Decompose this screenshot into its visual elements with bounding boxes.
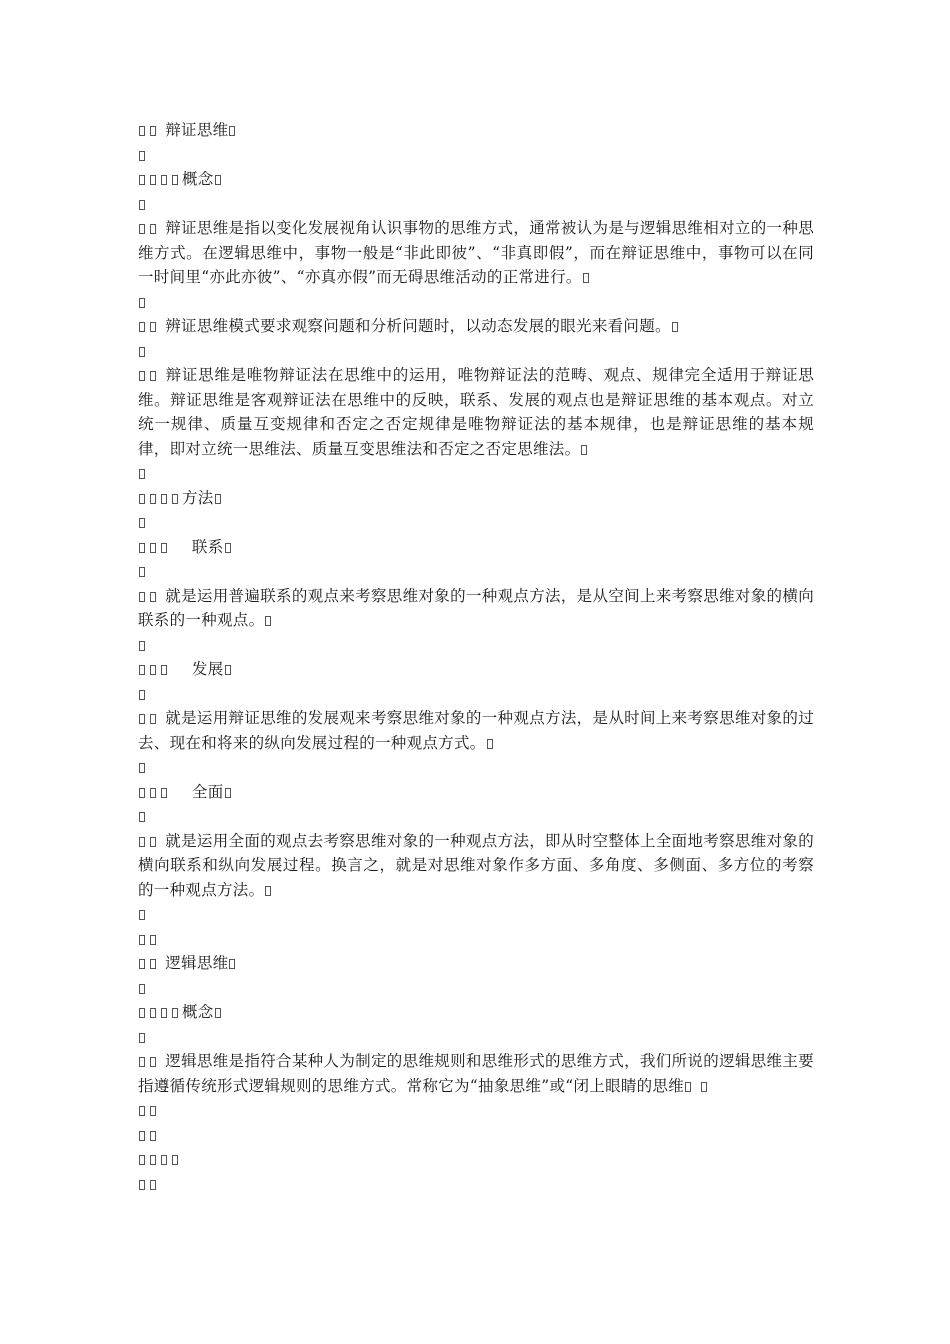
missing-glyph-icon bbox=[139, 347, 145, 357]
paragraph-text: 辨证思维模式要求观察问题和分析问题时，以动态发展的眼光来看问题。 bbox=[165, 317, 671, 335]
paragraph-text: 逻辑思维是指符合某种人为制定的思维规则和思维形式的思维方式，我们所说的逻辑思维主要指遵循传统形式逻辑规则的思维方式。常称它为“抽象思维”或“闭上眼睛的思维 bbox=[138, 1052, 814, 1095]
missing-glyph-icon bbox=[150, 935, 156, 945]
paragraph-text: 就是运用辩证思维的发展观来考察思维对象的一种观点方法，是从时间上来考察思维对象的过去、现在和将来的纵向发展过程的一种观点方式。 bbox=[138, 709, 814, 752]
paragraph bbox=[138, 314, 814, 339]
missing-glyph-icon bbox=[150, 1106, 156, 1116]
paragraph bbox=[138, 706, 814, 755]
blank-line bbox=[138, 976, 814, 1001]
missing-glyph-icon bbox=[139, 494, 145, 504]
paragraph-text: 就是运用普遍联系的观点来考察思维对象的一种观点方法，是从空间上来考察思维对象的横向联系的一种观点。 bbox=[138, 586, 814, 629]
subheading-text: 方法 bbox=[182, 488, 214, 507]
missing-glyph-icon bbox=[139, 322, 145, 332]
missing-glyph-icon bbox=[139, 959, 145, 969]
subheading bbox=[138, 486, 814, 511]
missing-glyph-icon bbox=[150, 1180, 156, 1190]
blank-line bbox=[138, 143, 814, 168]
missing-glyph-icon bbox=[150, 322, 156, 332]
missing-glyph-icon bbox=[150, 126, 156, 136]
missing-glyph-icon bbox=[139, 1033, 145, 1043]
missing-glyph-icon bbox=[161, 494, 167, 504]
subheading-text: 概念 bbox=[182, 1003, 214, 1021]
missing-glyph-icon bbox=[229, 959, 235, 969]
missing-glyph-icon bbox=[150, 371, 156, 381]
missing-glyph-icon bbox=[581, 445, 587, 455]
missing-glyph-icon bbox=[161, 1008, 167, 1018]
missing-glyph-icon bbox=[139, 543, 145, 553]
blank-line bbox=[138, 192, 814, 217]
missing-glyph-icon bbox=[139, 151, 145, 161]
missing-glyph-icon bbox=[139, 1131, 145, 1141]
missing-glyph-icon bbox=[215, 494, 221, 504]
blank-line bbox=[138, 682, 814, 707]
method-heading-text: 联系 bbox=[171, 537, 224, 556]
missing-glyph-icon bbox=[139, 592, 145, 602]
blank-line bbox=[138, 290, 814, 315]
blank-line bbox=[138, 510, 814, 535]
blank-line bbox=[138, 1172, 814, 1197]
paragraph bbox=[138, 363, 814, 461]
missing-glyph-icon bbox=[139, 298, 145, 308]
missing-glyph-icon bbox=[150, 1057, 156, 1067]
missing-glyph-icon bbox=[139, 175, 145, 185]
blank-line bbox=[138, 1025, 814, 1050]
missing-glyph-icon bbox=[139, 935, 145, 945]
missing-glyph-icon bbox=[139, 371, 145, 381]
blank-line bbox=[138, 1123, 814, 1148]
missing-glyph-icon bbox=[265, 886, 271, 896]
missing-glyph-icon bbox=[139, 665, 145, 675]
missing-glyph-icon bbox=[139, 984, 145, 994]
missing-glyph-icon bbox=[150, 224, 156, 234]
missing-glyph-icon bbox=[161, 788, 167, 798]
missing-glyph-icon bbox=[139, 788, 145, 798]
missing-glyph-icon bbox=[225, 788, 231, 798]
missing-glyph-icon bbox=[139, 1155, 145, 1165]
missing-glyph-icon bbox=[161, 543, 167, 553]
missing-glyph-icon bbox=[150, 714, 156, 724]
missing-glyph-icon bbox=[139, 910, 145, 920]
missing-glyph-icon bbox=[150, 1008, 156, 1018]
missing-glyph-icon bbox=[139, 1106, 145, 1116]
missing-glyph-icon bbox=[139, 567, 145, 577]
missing-glyph-icon bbox=[161, 175, 167, 185]
missing-glyph-icon bbox=[265, 616, 271, 626]
missing-glyph-icon bbox=[215, 175, 221, 185]
paragraph-text: 辩证思维是指以变化发展视角认识事物的思维方式，通常被认为是与逻辑思维相对立的一种思维方式。在逻辑思维中，事物一般是“非此即彼”、“非真即假”，而在辩证思维中，事物可以在同一时间里“亦此亦彼”、“亦真亦假”而无碍思维活动的正常进行。 bbox=[138, 219, 814, 286]
missing-glyph-icon bbox=[150, 665, 156, 675]
missing-glyph-icon bbox=[172, 175, 178, 185]
paragraph bbox=[138, 216, 814, 290]
method-heading bbox=[138, 657, 814, 682]
missing-glyph-icon bbox=[139, 1057, 145, 1067]
missing-glyph-icon bbox=[139, 1008, 145, 1018]
missing-glyph-icon bbox=[150, 788, 156, 798]
missing-glyph-icon bbox=[139, 224, 145, 234]
method-heading-text: 全面 bbox=[171, 782, 224, 801]
subheading bbox=[138, 1000, 814, 1025]
missing-glyph-icon bbox=[672, 322, 678, 332]
missing-glyph-icon bbox=[139, 763, 145, 773]
missing-glyph-icon bbox=[225, 543, 231, 553]
blank-line bbox=[138, 1098, 814, 1123]
paragraph-text: 辩证思维是唯物辩证法在思维中的运用，唯物辩证法的范畴、观点、规律完全适用于辩证思维。辩证思维是客观辩证法在思维中的反映，联系、发展的观点也是辩证思维的基本观点。对立统一规律、质量互变规律和否定之否定规律是唯物辩证法的基本规律，也是辩证思维的基本规律，即对立统一思维法、质量互变思维法和否定之否定思维法。 bbox=[138, 366, 814, 458]
blank-line bbox=[138, 755, 814, 780]
paragraph bbox=[138, 584, 814, 633]
missing-glyph-icon bbox=[161, 665, 167, 675]
missing-glyph-icon bbox=[139, 641, 145, 651]
missing-glyph-icon bbox=[172, 494, 178, 504]
missing-glyph-icon bbox=[139, 837, 145, 847]
blank-line bbox=[138, 1147, 814, 1172]
subheading-text: 概念 bbox=[182, 170, 214, 188]
missing-glyph-icon bbox=[161, 1155, 167, 1165]
blank-line bbox=[138, 633, 814, 658]
paragraph bbox=[138, 829, 814, 903]
missing-glyph-icon bbox=[139, 518, 145, 528]
blank-line bbox=[138, 804, 814, 829]
missing-glyph-icon bbox=[150, 494, 156, 504]
missing-glyph-icon bbox=[139, 690, 145, 700]
missing-glyph-icon bbox=[172, 1008, 178, 1018]
missing-glyph-icon bbox=[150, 959, 156, 969]
heading-text: 辩证思维 bbox=[165, 121, 229, 139]
missing-glyph-icon bbox=[139, 200, 145, 210]
missing-glyph-icon bbox=[150, 837, 156, 847]
paragraph bbox=[138, 1049, 814, 1098]
blank-line bbox=[138, 559, 814, 584]
blank-line bbox=[138, 927, 814, 952]
method-heading-text: 发展 bbox=[171, 660, 224, 678]
section-heading bbox=[138, 951, 814, 976]
missing-glyph-icon bbox=[172, 1155, 178, 1165]
blank-line bbox=[138, 902, 814, 927]
paragraph-text: 就是运用全面的观点去考察思维对象的一种观点方法，即从时空整体上全面地考察思维对象的横向联系和纵向发展过程。换言之，就是对思维对象作多方面、多角度、多侧面、多方位的考察的一种观点方法。 bbox=[138, 831, 814, 899]
section-heading bbox=[138, 118, 814, 143]
missing-glyph-icon bbox=[150, 175, 156, 185]
missing-glyph-icon bbox=[229, 126, 235, 136]
missing-glyph-icon bbox=[139, 1180, 145, 1190]
missing-glyph-icon bbox=[150, 1155, 156, 1165]
missing-glyph-icon bbox=[139, 714, 145, 724]
method-heading bbox=[138, 780, 814, 805]
blank-line bbox=[138, 461, 814, 486]
missing-glyph-icon bbox=[150, 592, 156, 602]
missing-glyph-icon bbox=[150, 543, 156, 553]
missing-glyph-icon bbox=[487, 739, 493, 749]
missing-glyph-icon bbox=[685, 1082, 691, 1092]
missing-glyph-icon bbox=[150, 1131, 156, 1141]
missing-glyph-icon bbox=[583, 273, 589, 283]
missing-glyph-icon bbox=[225, 665, 231, 675]
missing-glyph-icon bbox=[215, 1008, 221, 1018]
missing-glyph-icon bbox=[701, 1082, 707, 1092]
document-page bbox=[138, 118, 814, 1196]
method-heading bbox=[138, 535, 814, 560]
subheading bbox=[138, 167, 814, 192]
heading-text: 逻辑思维 bbox=[165, 954, 229, 972]
missing-glyph-icon bbox=[139, 126, 145, 136]
missing-glyph-icon bbox=[139, 469, 145, 479]
blank-line bbox=[138, 339, 814, 364]
missing-glyph-icon bbox=[139, 812, 145, 822]
